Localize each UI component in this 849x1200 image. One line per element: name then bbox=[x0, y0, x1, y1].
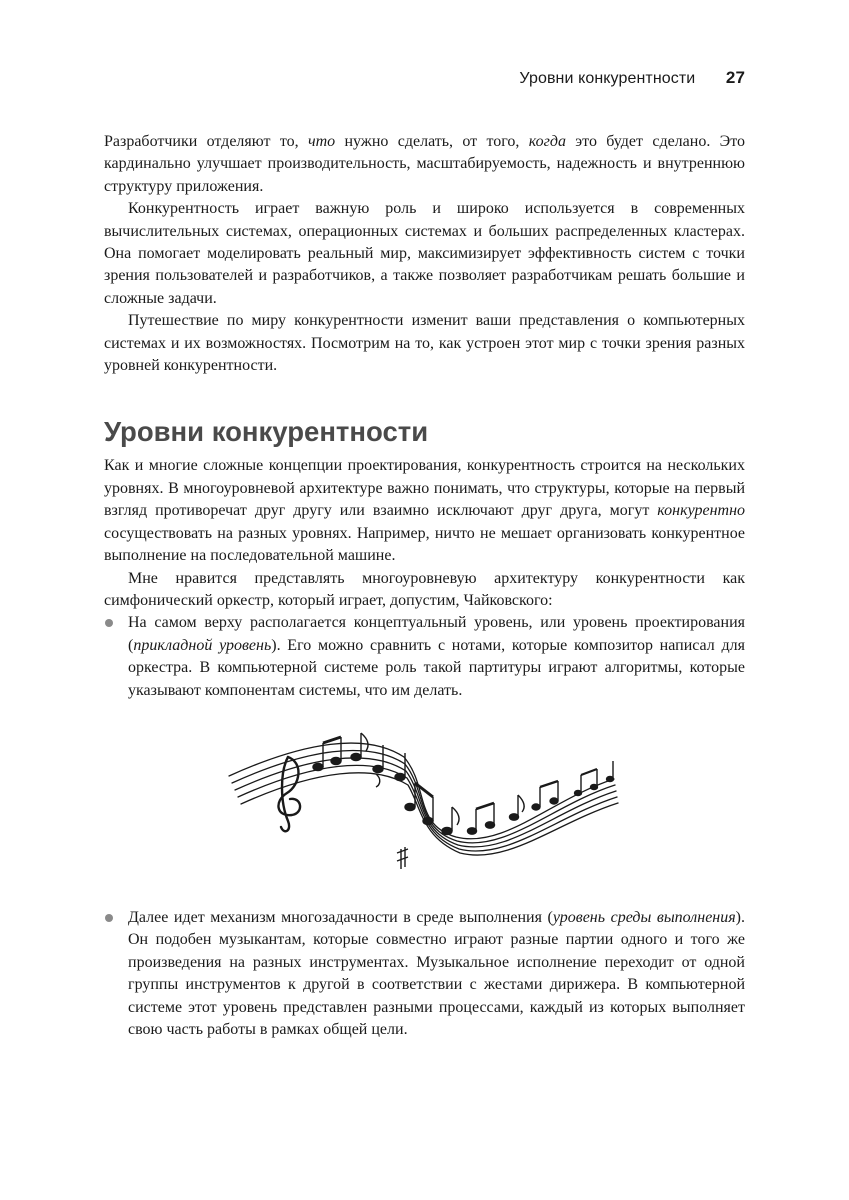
emphasis: что bbox=[307, 133, 336, 150]
bullet-dot-icon bbox=[105, 914, 113, 922]
intro-paragraph-2: Конкурентность играет важную роль и широко используется в современных вычислительных системах, операционных системах и больших распределенных кластерах. Она помогает моделировать реальный мир, максимизирует эффективность систем с точки зрения пользователей и разработчиков, а также позволяет разработчикам решать большие и сложные задачи. bbox=[104, 200, 745, 307]
intro-paragraph-1 bbox=[104, 131, 745, 198]
music-staff-figure bbox=[104, 727, 745, 877]
running-title: Уровни конкурентности bbox=[519, 70, 696, 87]
page-number: 27 bbox=[725, 68, 745, 87]
section-heading: Уровни конкурентности bbox=[104, 416, 429, 448]
section-paragraph-2: Мне нравится представлять многоуровневую архитектуру конкурентности как симфонический оркестр, который играет, допустим, Чайковского: bbox=[104, 569, 745, 609]
text-run: сосуществовать на разных уровнях. Например, ничто не мешает организовать конкурентное выполнение на последовательной машине. bbox=[104, 524, 745, 565]
bullet-dot-icon bbox=[105, 619, 113, 627]
bullet-text bbox=[128, 907, 745, 1041]
emphasis: уровень среды выполнения bbox=[552, 908, 736, 926]
page-body bbox=[104, 131, 745, 1041]
text-run: ). Он подобен музыкантам, которые совместно играют разные партии одного и того же произведения на разных инструментах. Музыкальное исполнение переходит от одной группы инструментов к другой в соответствии с жестами дирижера. В компьютерной системе этот уровень представлен разными процессами, каждый из которых выполняет свою часть работы в рамках общей цели. bbox=[128, 908, 745, 1038]
text-run: это будет сделано. Это кардинально улучшает производительность, масштабируемость, надежность и внутреннюю структуру приложения. bbox=[104, 133, 746, 195]
emphasis: конкурентно bbox=[657, 502, 745, 520]
intro-paragraph-3: Путешествие по миру конкурентности изменит ваши представления о компьютерных системах и их возможностях. Посмотрим на то, как устроен этот мир с точки зрения разных уровней конкурентности. bbox=[104, 312, 745, 375]
section-paragraph-1 bbox=[104, 455, 745, 567]
running-head bbox=[519, 68, 745, 88]
music-staff-illustration-icon bbox=[104, 727, 745, 877]
bullet-list bbox=[104, 612, 745, 702]
text-run: ). Его можно сравнить с нотами, которые композитор написал для оркестра. В компьютерной системе роль такой партитуры играют алгоритмы, которые указывают компонентам системы, что им делать. bbox=[128, 636, 746, 699]
bullet-item-runtime-level bbox=[104, 907, 745, 1041]
emphasis: когда bbox=[528, 133, 566, 150]
text-run: Далее идет механизм многозадачности в среде выполнения ( bbox=[128, 908, 553, 926]
bullet-item-application-level bbox=[104, 612, 745, 702]
text-run: Как и многие сложные концепции проектирования, конкурентность строится на нескольких уровнях. В многоуровневой архитектуре важно понимать, что структуры, которые на первый взгляд противоречат друг другу или взаимно исключают друг друга, могут bbox=[104, 457, 745, 520]
text-run: На самом верху располагается концептуальный уровень, или уровень проектирования ( bbox=[128, 614, 745, 654]
text-run: нужно сделать, от того, bbox=[335, 133, 529, 150]
bullet-list-continued bbox=[104, 907, 745, 1041]
text-run: Разработчики отделяют то, bbox=[104, 133, 308, 150]
bullet-text bbox=[128, 612, 745, 702]
emphasis: прикладной уровень bbox=[133, 636, 272, 654]
